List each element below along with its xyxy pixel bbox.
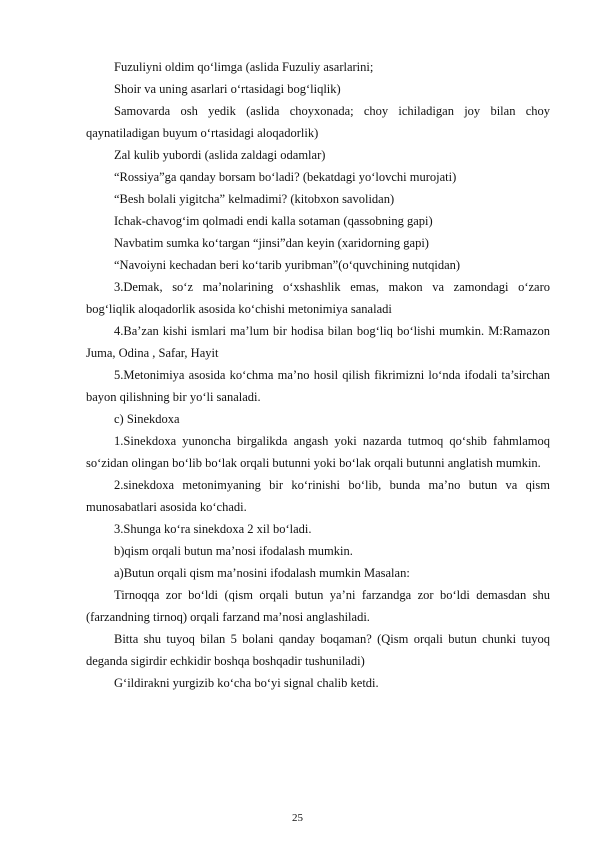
paragraph: b)qism orqali butun ma’nosi ifodalash mumkin.	[114, 544, 353, 558]
paragraph: 3.Demak, so‘z ma’nolarining o‘xshashlik emas, makon va zamondagi o‘zaro bog‘liqlik aloqadorlik asosida ko‘chishi metonimiya sanaladi	[86, 280, 550, 316]
paragraph: 1.Sinekdoxa yunoncha birgalikda angash yoki nazarda tutmoq qo‘shib fahmlamoq so‘zidan olingan bo‘lib bo‘lak orqali butunni yoki bo‘lak orqali butunni anglatish mumkin.	[86, 434, 550, 470]
paragraph: Bitta shu tuyoq bilan 5 bolani qanday boqaman? (Qism orqali butun chunki tuyoq deganda sigirdir echkidir boshqa boshqadir tushuniladi)	[86, 632, 550, 668]
page-number: 25	[292, 812, 303, 824]
paragraph: “Navoiyni kechadan beri ko‘tarib yuribman”(o‘quvchining nutqidan)	[114, 258, 461, 272]
paragraph: Fuzuliyni oldim qo‘limga (aslida Fuzuliy asarlarini;	[114, 60, 374, 74]
paragraph: Navbatim sumka ko‘targan “jinsi”dan keyin (xaridorning gapi)	[114, 236, 429, 250]
paragraph: Samovarda osh yedik (aslida choyxonada; choy ichiladigan joy bilan choy qaynatiladigan buyum o‘rtasidagi aloqadorlik)	[86, 104, 550, 140]
paragraph: “Besh bolali yigitcha” kelmadimi? (kitobxon savolidan)	[114, 192, 395, 206]
body-text	[86, 56, 550, 694]
paragraph: 4.Ba’zan kishi ismlari ma’lum bir hodisa bilan bog‘liq bo‘lishi mumkin. M:Ramazon Juma, Odina , Safar, Hayit	[86, 324, 550, 360]
paragraph: 5.Metonimiya asosida ko‘chma ma’no hosil qilish fikrimizni lo‘nda ifodali ta’sirchan bayon qilishning bir yo‘li sanaladi.	[86, 368, 550, 404]
paragraph: Tirnoqqa zor bo‘ldi (qism orqali butun ya’ni farzandga zor bo‘ldi demasdan shu (farzandning tirnoq) orqali farzand ma’nosi anglashiladi.	[86, 588, 550, 624]
paragraph: Ichak-chavog‘im qolmadi endi kalla sotaman (qassobning gapi)	[114, 214, 433, 228]
paragraph: a)Butun orqali qism ma’nosini ifodalash mumkin Masalan:	[114, 566, 410, 580]
paragraph: G‘ildirakni yurgizib ko‘cha bo‘yi signal chalib ketdi.	[114, 676, 379, 690]
paragraph: Zal kulib yubordi (aslida zaldagi odamlar)	[114, 148, 326, 162]
paragraph: Shoir va uning asarlari o‘rtasidagi bog‘liqlik)	[114, 82, 341, 96]
paragraph: 3.Shunga ko‘ra sinekdoxa 2 xil bo‘ladi.	[114, 522, 312, 536]
section-heading: c) Sinekdoxa	[114, 412, 180, 426]
paragraph: “Rossiya”ga qanday borsam bo‘ladi? (bekatdagi yo‘lovchi murojati)	[114, 170, 457, 184]
paragraph: 2.sinekdoxa metonimyaning bir ko‘rinishi bo‘lib, bunda ma’no butun va qism munosabatlari asosida ko‘chadi.	[86, 478, 550, 514]
